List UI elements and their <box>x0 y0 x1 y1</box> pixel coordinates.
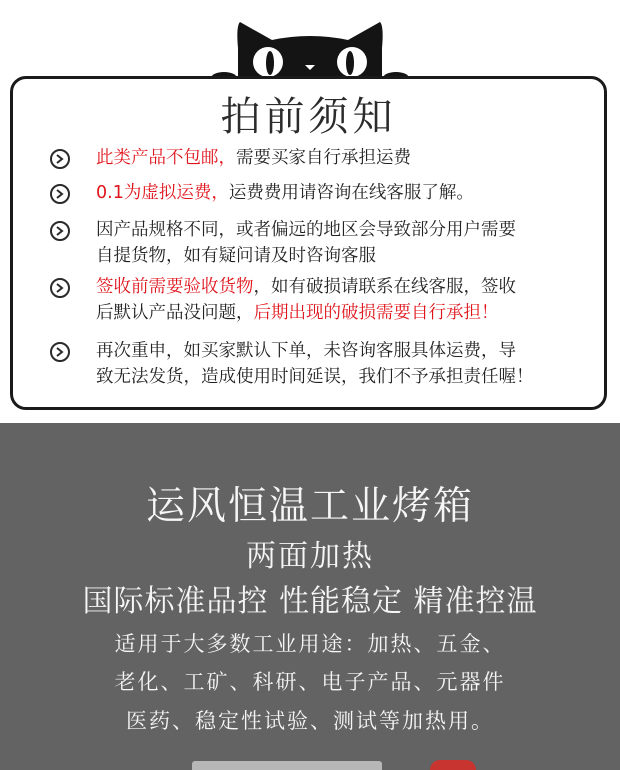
notice-item-highlight: 签收前需要验收货物 <box>96 277 254 297</box>
product-subtitle: 两面加热 <box>246 539 374 574</box>
product-features: 国际标准品控 性能稳定 精准控温 <box>82 584 538 619</box>
notice-item-line: 再次重申，如买家默认下单，未咨询客服具体运费，导 <box>96 341 516 361</box>
product-usage-line: 医药、稳定性试验、测试等加热用。 <box>126 709 494 733</box>
notice-item-text: ，如有破损请联系在线客服，签收 <box>253 277 516 297</box>
circled-chevron-right-icon <box>50 221 70 241</box>
notice-item-line: 因产品规格不同，或者偏远的地区会导致部分用户需要 <box>96 220 516 240</box>
circled-chevron-right-icon <box>50 149 70 169</box>
notice-box <box>10 76 607 410</box>
notice-item-highlight: 0.1为虚拟运费， <box>96 183 229 203</box>
notice-item-text: 后默认产品没问题， <box>96 303 254 323</box>
circled-chevron-right-icon <box>50 184 70 204</box>
circled-chevron-right-icon <box>50 342 70 362</box>
circled-chevron-right-icon <box>50 278 70 298</box>
cat-head-icon <box>210 18 410 82</box>
notice-item-highlight: 后期出现的破损需要自行承担！ <box>253 303 499 323</box>
product-title: 运风恒温工业烤箱 <box>145 484 474 529</box>
product-banner <box>0 423 620 770</box>
notice-item-line: 致无法发货，造成使用时间延误，我们不予承担责任喔！ <box>96 367 534 387</box>
badge-icon <box>430 760 476 770</box>
product-usage-line: 适用于大多数工业用途：加热、五金、 <box>114 632 506 656</box>
notice-item-highlight: 此类产品不包邮， <box>96 148 236 168</box>
notice-item-line: 自提货物，如有疑问请及时咨询客服 <box>96 246 376 266</box>
notice-item-text: 运费费用请咨询在线客服了解。 <box>228 183 474 203</box>
notice-item-text: 需要买家自行承担运费 <box>236 148 411 168</box>
product-usage-line: 老化、工矿、科研、电子产品、元器件 <box>114 670 506 694</box>
product-image-edge <box>192 761 382 770</box>
notice-title: 拍前须知 <box>220 94 397 140</box>
